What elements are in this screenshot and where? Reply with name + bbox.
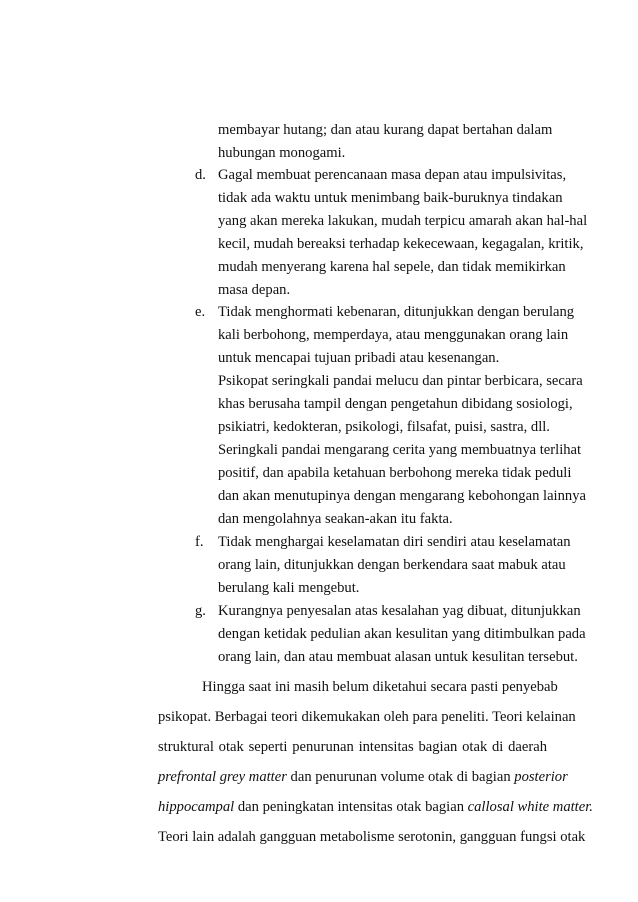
- item-e-line: Psikopat seringkali pandai melucu dan pintar berbicara, secara: [218, 373, 583, 389]
- item-d-line: mudah menyerang karena hal sepele, dan tidak memikirkan: [218, 259, 566, 275]
- item-e-line: Seringkali pandai mengarang cerita yang membuatnya terlihat: [218, 442, 582, 458]
- item-g-line: Kurangnya penyesalan atas kesalahan yag dibuat, ditunjukkan: [218, 603, 581, 619]
- item-e-line: untuk mencapai tujuan pribadi atau kesenangan.: [218, 350, 500, 366]
- item-c-line: hubungan monogami.: [218, 145, 346, 161]
- italic-term: posterior: [514, 769, 568, 785]
- item-d-line: yang akan mereka lakukan, mudah terpicu amarah akan hal-hal: [218, 213, 588, 229]
- item-e-line: dan akan menutupinya dengan mengarang kebohongan lainnya: [218, 488, 586, 504]
- item-g-line: dengan ketidak pedulian akan kesulitan yang ditimbulkan pada: [218, 626, 586, 642]
- italic-term: hippocampal: [158, 799, 235, 815]
- item-d-line: kecil, mudah bereaksi terhadap kekecewaan, kegagalan, kritik,: [218, 236, 584, 252]
- list-marker-d: d.: [195, 167, 206, 183]
- list-marker-g: g.: [195, 603, 206, 619]
- item-e-line: kali berbohong, memperdaya, atau menggunakan orang lain: [218, 327, 569, 343]
- item-e-line: positif, dan apabila ketahuan berbohong mereka tidak peduli: [218, 465, 572, 481]
- paragraph-line: struktural otak seperti penurunan intensitas bagian otak di daerah: [158, 739, 547, 755]
- paragraph-line: psikopat. Berbagai teori dikemukakan oleh para peneliti. Teori kelainan: [158, 709, 576, 725]
- item-f-line: Tidak menghargai keselamatan diri sendiri atau keselamatan: [218, 534, 571, 550]
- item-e-line: psikiatri, kedokteran, psikologi, filsafat, puisi, sastra, dll.: [218, 419, 550, 435]
- item-g-line: orang lain, dan atau membuat alasan untuk kesulitan tersebut.: [218, 649, 578, 665]
- item-e-line: dan mengolahnya seakan-akan itu fakta.: [218, 511, 453, 527]
- paragraph-text: dan peningkatan intensitas otak bagian: [234, 799, 468, 815]
- item-f-line: orang lain, ditunjukkan dengan berkendara saat mabuk atau: [218, 557, 566, 573]
- paragraph-text: dan penurunan volume otak di bagian: [286, 769, 515, 785]
- item-e-line: Tidak menghormati kebenaran, ditunjukkan dengan berulang: [218, 304, 575, 320]
- item-d-line: tidak ada waktu untuk menimbang baik-buruknya tindakan: [218, 190, 563, 206]
- paragraph-line: Hingga saat ini masih belum diketahui secara pasti penyebab: [202, 679, 558, 695]
- list-marker-e: e.: [195, 304, 206, 320]
- paragraph-line: [158, 767, 568, 787]
- paragraph-line: Teori lain adalah gangguan metabolisme serotonin, gangguan fungsi otak: [158, 829, 586, 845]
- italic-term: prefrontal grey matter: [158, 769, 287, 785]
- item-d-line: masa depan.: [218, 282, 291, 298]
- item-c-line: membayar hutang; dan atau kurang dapat bertahan dalam: [218, 122, 553, 138]
- item-d-line: Gagal membuat perencanaan masa depan atau impulsivitas,: [218, 167, 567, 183]
- list-marker-f: f.: [195, 534, 204, 550]
- item-e-line: khas berusaha tampil dengan pengetahun dibidang sosiologi,: [218, 396, 573, 412]
- italic-term: callosal white matter.: [467, 799, 593, 815]
- paragraph-line: [158, 797, 593, 817]
- item-f-line: berulang kali mengebut.: [218, 580, 360, 596]
